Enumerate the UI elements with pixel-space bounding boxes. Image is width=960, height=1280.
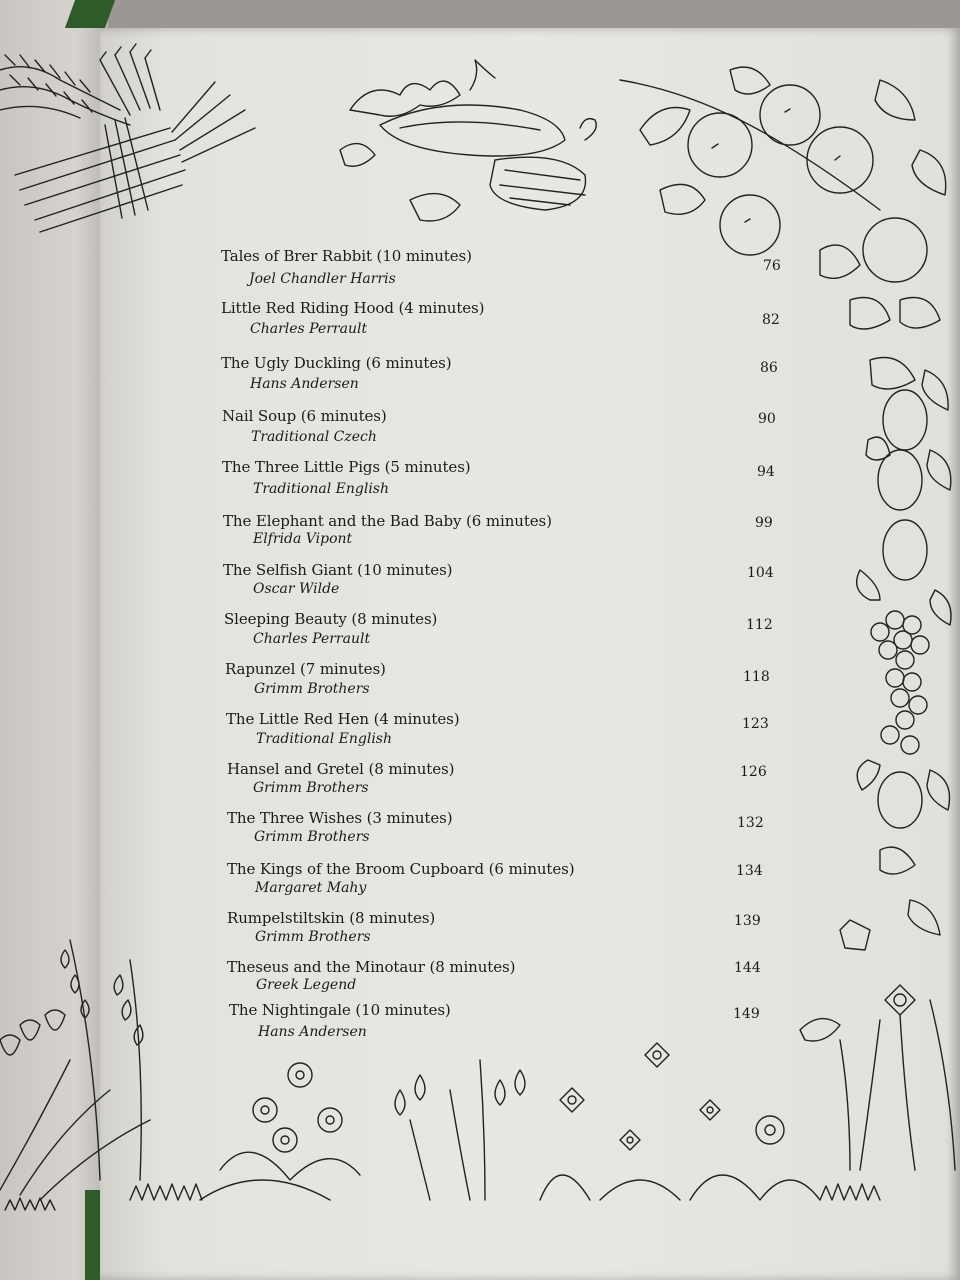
story-author: Traditional English (256, 731, 392, 747)
story-title: Little Red Riding Hood (4 minutes) (221, 299, 485, 317)
page-number: 118 (743, 669, 770, 685)
page-number: 123 (742, 716, 769, 732)
page-number: 126 (740, 764, 767, 780)
story-title: The Selfish Giant (10 minutes) (223, 561, 453, 579)
page-number: 134 (736, 863, 763, 879)
story-author: Grimm Brothers (255, 929, 371, 945)
story-author: Traditional Czech (251, 429, 377, 445)
story-author: Margaret Mahy (255, 880, 367, 896)
story-author: Grimm Brothers (254, 829, 370, 845)
story-title: The Three Little Pigs (5 minutes) (222, 458, 471, 476)
page-number: 149 (733, 1006, 760, 1022)
story-author: Elfrida Vipont (253, 531, 353, 547)
story-title: The Three Wishes (3 minutes) (227, 809, 453, 827)
story-title: Rumpelstiltskin (8 minutes) (227, 909, 436, 927)
story-author: Charles Perrault (250, 321, 368, 337)
page-number: 99 (755, 515, 773, 531)
story-author: Grimm Brothers (253, 780, 369, 796)
page-number: 90 (758, 411, 776, 427)
story-title: Hansel and Gretel (8 minutes) (227, 760, 455, 778)
page-number: 112 (746, 617, 773, 633)
page-number: 76 (763, 258, 781, 274)
page-number: 86 (760, 360, 778, 376)
page-number: 139 (734, 913, 761, 929)
story-title: Tales of Brer Rabbit (10 minutes) (221, 247, 472, 265)
story-author: Traditional English (253, 481, 389, 497)
story-title: The Ugly Duckling (6 minutes) (221, 354, 452, 372)
page-number: 82 (762, 312, 780, 328)
page-number: 104 (747, 565, 774, 581)
story-author: Greek Legend (256, 977, 357, 993)
story-author: Charles Perrault (253, 631, 371, 647)
story-title: The Elephant and the Bad Baby (6 minutes) (223, 512, 552, 530)
story-title: The Nightingale (10 minutes) (229, 1001, 451, 1019)
story-title: Rapunzel (7 minutes) (225, 660, 386, 678)
story-author: Joel Chandler Harris (249, 271, 396, 287)
page-number: 132 (737, 815, 764, 831)
story-title: Sleeping Beauty (8 minutes) (224, 610, 438, 628)
story-title: Theseus and the Minotaur (8 minutes) (227, 958, 516, 976)
story-author: Grimm Brothers (254, 681, 370, 697)
story-author: Hans Andersen (258, 1024, 367, 1040)
story-author: Hans Andersen (250, 376, 359, 392)
page-number: 144 (734, 960, 761, 976)
story-author: Oscar Wilde (253, 581, 340, 597)
page-number: 94 (757, 464, 775, 480)
story-title: The Little Red Hen (4 minutes) (226, 710, 460, 728)
story-title: Nail Soup (6 minutes) (222, 407, 387, 425)
story-title: The Kings of the Broom Cupboard (6 minutes) (227, 860, 575, 878)
